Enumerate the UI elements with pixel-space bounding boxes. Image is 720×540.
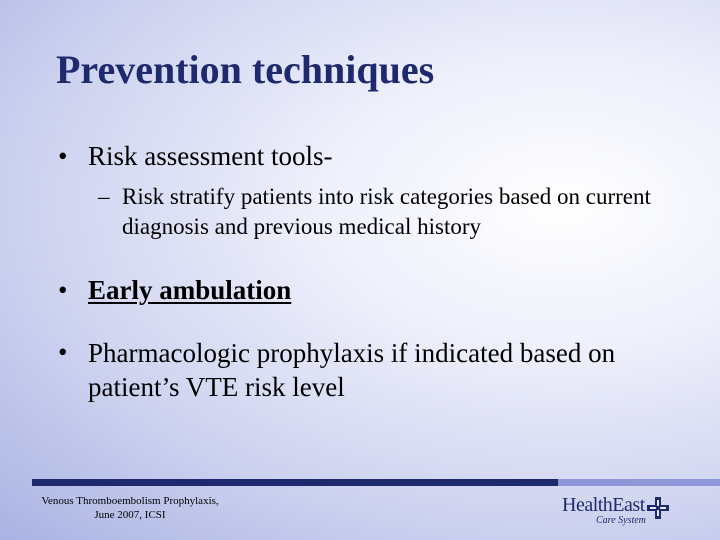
citation-line-1: Venous Thromboembolism Prophylaxis, [41, 495, 219, 507]
sub-bullet-marker: – [98, 184, 110, 209]
slide-title: Prevention techniques [56, 47, 435, 92]
healtheast-logo [562, 494, 712, 534]
logo-name: HealthEast [562, 494, 645, 516]
footer-citation [30, 494, 230, 522]
sub-bullet-text: Risk stratify patients into risk categories based on current diagnosis and previous medical history [122, 184, 651, 239]
bullet-marker: • [58, 337, 68, 367]
bullet-marker: • [58, 275, 68, 305]
bullet-text: Early ambulation [88, 275, 292, 305]
bullet-marker: • [58, 141, 68, 171]
logo-subtitle: Care System [596, 515, 646, 526]
citation-line-2: June 2007, ICSI [94, 509, 166, 521]
bullet-text: Pharmacologic prophylaxis if indicated based on patient’s VTE risk level [88, 338, 616, 402]
footer-divider-bar-light [558, 479, 720, 486]
care-cross-icon [646, 496, 670, 520]
bullet-text: Risk assessment tools- [88, 141, 333, 171]
footer-divider-bar [32, 479, 558, 486]
